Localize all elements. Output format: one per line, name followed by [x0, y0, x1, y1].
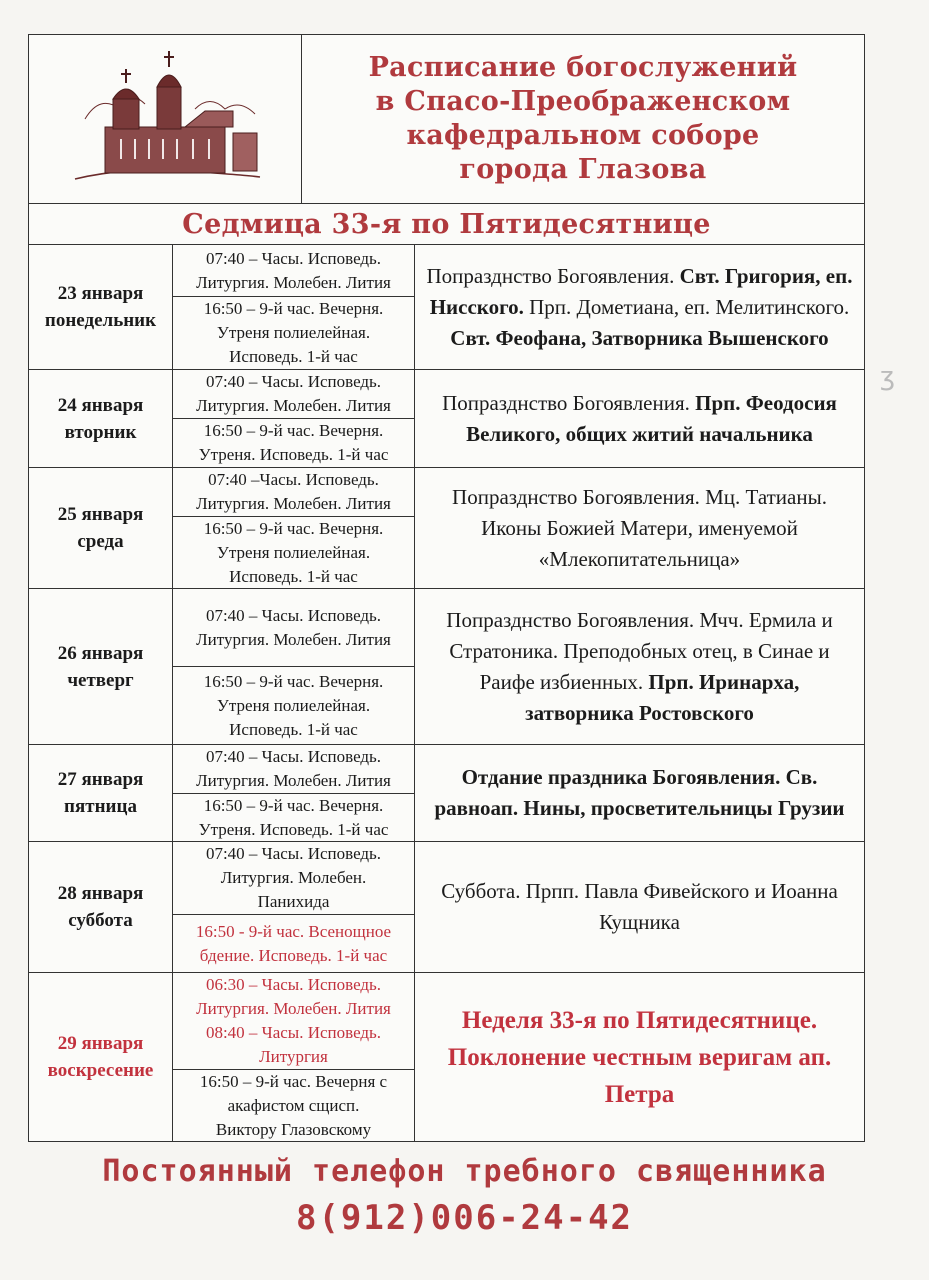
service-block	[173, 793, 414, 842]
title-line-1: Расписание богослужений	[368, 52, 798, 83]
feast-description	[415, 589, 864, 744]
service-line: 16:50 – 9-й час. Вечерня.	[203, 421, 384, 440]
description-fragment: Свт. Григория, еп. Нисского.	[429, 263, 853, 319]
service-block	[173, 1069, 414, 1142]
service-block	[173, 418, 414, 467]
day-row	[29, 370, 864, 468]
day-row	[29, 245, 864, 370]
service-line: 07:40 –Часы. Исповедь.	[208, 470, 379, 489]
service-line: Панихида	[257, 892, 330, 911]
service-block	[173, 370, 414, 418]
service-line: 07:40 – Часы. Исповедь.	[205, 747, 382, 766]
service-line: 06:30 – Часы. Исповедь.	[205, 975, 382, 994]
description-fragment: Попразднство Богоявления.	[442, 390, 696, 415]
page-title	[302, 35, 864, 203]
description-fragment: Попразднство Богоявления.	[426, 263, 680, 288]
service-block	[173, 296, 414, 369]
weekday-label: вторник	[64, 421, 137, 443]
service-line: Литургия. Молебен. Лития	[196, 396, 391, 415]
service-line: 16:50 – 9-й час. Вечерня.	[203, 671, 384, 691]
services-cell	[173, 468, 415, 588]
day-row	[29, 973, 864, 1141]
date-label: 29 января	[57, 1033, 144, 1054]
service-block	[173, 468, 414, 516]
feast-description	[415, 370, 864, 467]
date-label: 28 января	[57, 883, 144, 904]
date-cell	[29, 973, 173, 1141]
service-line: Литургия	[259, 1047, 328, 1066]
services-cell	[173, 245, 415, 369]
pencil-mark: ʒ	[880, 362, 896, 392]
service-line: Утреня полиелейная.	[216, 543, 371, 562]
service-line: 16:50 – 9-й час. Вечерня.	[203, 519, 384, 538]
week-title: Седмица 33-я по Пятидесятнице	[29, 204, 864, 245]
service-block	[173, 589, 414, 666]
day-row	[29, 745, 864, 842]
footer	[0, 1150, 929, 1242]
header	[29, 35, 864, 204]
service-block	[173, 973, 414, 1069]
description-fragment: Прп. Дометиана, еп. Мелитинского.	[523, 294, 850, 319]
services-cell	[173, 745, 415, 841]
services-cell	[173, 370, 415, 467]
weekday-label: среда	[77, 531, 124, 552]
description-fragment: Суббота. Прпп. Павла Фивейского и Иоанна Кущника	[441, 879, 838, 934]
service-line: акафистом сщисп.	[227, 1096, 360, 1115]
service-block	[173, 745, 414, 793]
title-line-2: в Спасо-Преображенском	[375, 86, 791, 117]
service-block	[173, 666, 414, 744]
service-line: 07:40 – Часы. Исповедь.	[205, 844, 382, 863]
feast-description	[415, 973, 864, 1141]
service-line: Исповедь. 1-й час	[229, 347, 358, 366]
date-cell	[29, 842, 173, 972]
date-cell	[29, 245, 173, 369]
day-row	[29, 468, 864, 589]
date-cell	[29, 468, 173, 588]
description-fragment: Свт. Феофана, Затворника Вышенского	[450, 325, 829, 350]
service-line: 16:50 - 9-й час. Всенощное	[195, 921, 392, 941]
service-line: 07:40 – Часы. Исповедь.	[205, 248, 382, 268]
service-line: 16:50 – 9-й час. Вечерня.	[203, 299, 384, 318]
feast-description	[415, 468, 864, 588]
services-cell	[173, 589, 415, 744]
weekday-label: понедельник	[44, 310, 157, 331]
service-line: Исповедь. 1-й час	[229, 567, 358, 586]
service-line: бдение. Исповедь. 1-й час	[199, 945, 388, 965]
date-cell	[29, 370, 173, 467]
service-block	[173, 245, 414, 296]
service-line: Утреня. Исповедь. 1-й час	[198, 445, 389, 464]
service-line: Литургия. Молебен.	[220, 868, 367, 887]
date-cell	[29, 589, 173, 744]
service-line: 07:40 – Часы. Исповедь.	[205, 372, 382, 391]
service-line: Виктору Глазовскому	[215, 1120, 372, 1139]
date-label: 23 января	[57, 283, 144, 304]
service-block	[173, 516, 414, 589]
description-fragment: Отдание праздника Богоявления. Св. равноап. Нины, просветительницы Грузии	[434, 765, 845, 820]
service-line: 16:50 – 9-й час. Вечерня с	[199, 1072, 388, 1091]
services-cell	[173, 973, 415, 1141]
day-row	[29, 589, 864, 745]
service-line: Литургия. Молебен. Лития	[196, 999, 391, 1018]
footer-phone-label: Постоянный телефон требного священника	[102, 1154, 827, 1189]
services-cell	[173, 842, 415, 972]
schedule-sheet	[28, 34, 865, 1142]
footer-phone-number: 8(912)006-24-42	[295, 1198, 634, 1238]
description-fragment: Прп. Иринарха, затворника Ростовского	[525, 669, 800, 725]
weekday-label: четверг	[67, 669, 134, 691]
service-line: Литургия. Молебен. Лития	[196, 629, 391, 649]
title-line-3: кафедральном соборе	[406, 120, 760, 151]
weekday-label: воскресение	[47, 1060, 154, 1081]
weekday-label: суббота	[68, 910, 133, 931]
service-line: 16:50 – 9-й час. Вечерня.	[203, 796, 384, 815]
title-line-4: города Глазова	[459, 154, 707, 185]
feast-description	[415, 745, 864, 841]
weekday-label: пятница	[64, 796, 137, 817]
service-block	[173, 914, 414, 972]
cathedral-logo	[29, 35, 302, 203]
feast-description	[415, 842, 864, 972]
service-line: Исповедь. 1-й час	[229, 719, 358, 739]
service-line: Литургия. Молебен. Лития	[196, 494, 391, 513]
cathedral-icon	[65, 49, 265, 189]
service-line: Литургия. Молебен. Лития	[196, 272, 391, 292]
service-line: Утреня. Исповедь. 1-й час	[198, 820, 389, 839]
description-fragment: Попразднство Богоявления. Мц. Татианы. Иконы Божией Матери, именуемой «Млекопитательница»	[452, 484, 827, 571]
description-fragment: Попразднство Богоявления. Мчч. Ермила и Стратоника. Преподобных отец, в Синае и Раифе избиенных.	[446, 607, 833, 694]
date-cell	[29, 745, 173, 841]
day-row	[29, 842, 864, 973]
service-line: Литургия. Молебен. Лития	[196, 771, 391, 790]
service-line: Утреня полиелейная.	[216, 323, 371, 342]
date-label: 24 января	[57, 394, 144, 416]
service-line: 08:40 – Часы. Исповедь.	[205, 1023, 382, 1042]
service-block	[173, 842, 414, 914]
description-fragment: Прп. Феодосия Великого, общих житий начальника	[466, 390, 837, 446]
date-label: 27 января	[57, 769, 144, 790]
date-label: 25 января	[57, 504, 144, 525]
date-label: 26 января	[57, 642, 144, 664]
service-line: Утреня полиелейная.	[216, 695, 371, 715]
service-line: 07:40 – Часы. Исповедь.	[205, 605, 382, 625]
description-fragment: Неделя 33-я по Пятидесятнице. Поклонение честным веригам ап. Петра	[447, 1006, 832, 1108]
feast-description	[415, 245, 864, 369]
schedule-table	[29, 245, 864, 1141]
